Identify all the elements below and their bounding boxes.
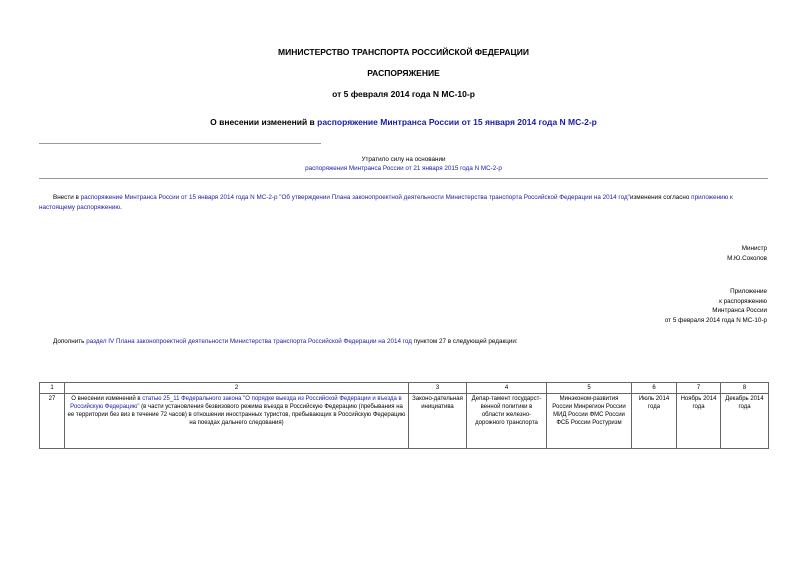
- table-header-cell: 1: [40, 383, 65, 394]
- table-header-cell: 4: [467, 383, 547, 394]
- appendix-line4: от 5 февраля 2014 года N МС-10-р: [664, 316, 767, 324]
- plan-table: [39, 382, 769, 449]
- table-row: [40, 394, 769, 449]
- appendix-line3: Минтранса России: [712, 307, 767, 314]
- doc-date-number: от 5 февраля 2014 года N МС-10-р: [332, 89, 475, 99]
- body-mid: изменения согласно: [629, 194, 692, 201]
- table-header-cell: 7: [677, 383, 721, 394]
- intro-link[interactable]: раздел IV Плана законопроектной деятельности Министерства транспорта Российской Федерации на 2014 год: [86, 338, 412, 345]
- signature-block: [727, 244, 767, 263]
- table-header-cell: 6: [632, 383, 677, 394]
- row-date-draft: Июль 2014 года: [632, 394, 677, 449]
- row-number: 27: [40, 394, 65, 449]
- divider-bottom: [39, 178, 768, 179]
- row-type: Законо-дательная инициатива: [409, 394, 467, 449]
- table-header-cell: 5: [547, 383, 632, 394]
- table-header-cell: 3: [409, 383, 467, 394]
- table-header-cell: 8: [721, 383, 769, 394]
- body-link-appendix[interactable]: приложению к настоящему распоряжению: [39, 194, 733, 211]
- body-prefix: Внести в: [53, 194, 81, 201]
- body-paragraph: [39, 193, 768, 212]
- row-date-government: Ноябрь 2014 года: [677, 394, 721, 449]
- title-prefix: О внесении изменений в: [210, 117, 318, 127]
- intro-suffix: пунктом 27 в следующей редакции:: [411, 338, 518, 345]
- intro-paragraph: [53, 337, 768, 347]
- desc-prefix: О внесении изменений в: [71, 396, 143, 402]
- appendix-block: [665, 287, 767, 325]
- appendix-line1: Приложение: [730, 288, 767, 295]
- table-header-row: [40, 383, 769, 394]
- appendix-line2: к распоряжению: [719, 297, 767, 305]
- signature-role: Министр: [741, 245, 767, 252]
- desc-link[interactable]: статью 25_11 Федерального закона "О порядке выезда из Российской Федерации и въезда в Российскую Федерацию": [70, 396, 402, 410]
- row-description: [65, 394, 409, 449]
- row-coexecutors: Минэконом-развития России Минрегион России МИД России ФМС России ФСБ России Ростуризм: [547, 394, 632, 449]
- body-link-order[interactable]: распоряжение Минтранса России от 15 января 2014 года N МС-2-р "Об утверждении Плана законопроектной деятельности Министерства транспорта Российской Федерации на 2014 год": [80, 194, 630, 201]
- doc-type-heading: РАСПОРЯЖЕНИЕ: [367, 68, 440, 78]
- status-line: Утратило силу на основании: [361, 156, 446, 163]
- row-date-duma: Декабрь 2014 года: [721, 394, 769, 449]
- table-header-cell: 2: [65, 383, 409, 394]
- signature-name: М.Ю.Соколов: [727, 254, 767, 262]
- body-end: .: [120, 203, 122, 211]
- ministry-heading: МИНИСТЕРСТВО ТРАНСПОРТА РОССИЙСКОЙ ФЕДЕРАЦИИ: [278, 47, 529, 57]
- divider-top: [39, 143, 321, 144]
- intro-prefix: Дополнить: [53, 338, 87, 345]
- row-department: Депар-тамент государст-венной политики в области железно-дорожного транспорта: [467, 394, 547, 449]
- title-link[interactable]: распоряжение Минтранса России от 15 января 2014 года N МС-2-р: [317, 117, 597, 127]
- status-link[interactable]: распоряжения Минтранса России от 21 января 2015 года N МС-2-р: [305, 165, 502, 172]
- desc-suffix: (в части установления безвизового режима въезда в Российскую Федерацию (пребывания на ее территории без виз в течение 72 часов) в отношении иностранных туристов, пребывающих в Российскую Федерацию на поездах дальнего следования): [67, 404, 406, 426]
- document-title: [0, 117, 807, 127]
